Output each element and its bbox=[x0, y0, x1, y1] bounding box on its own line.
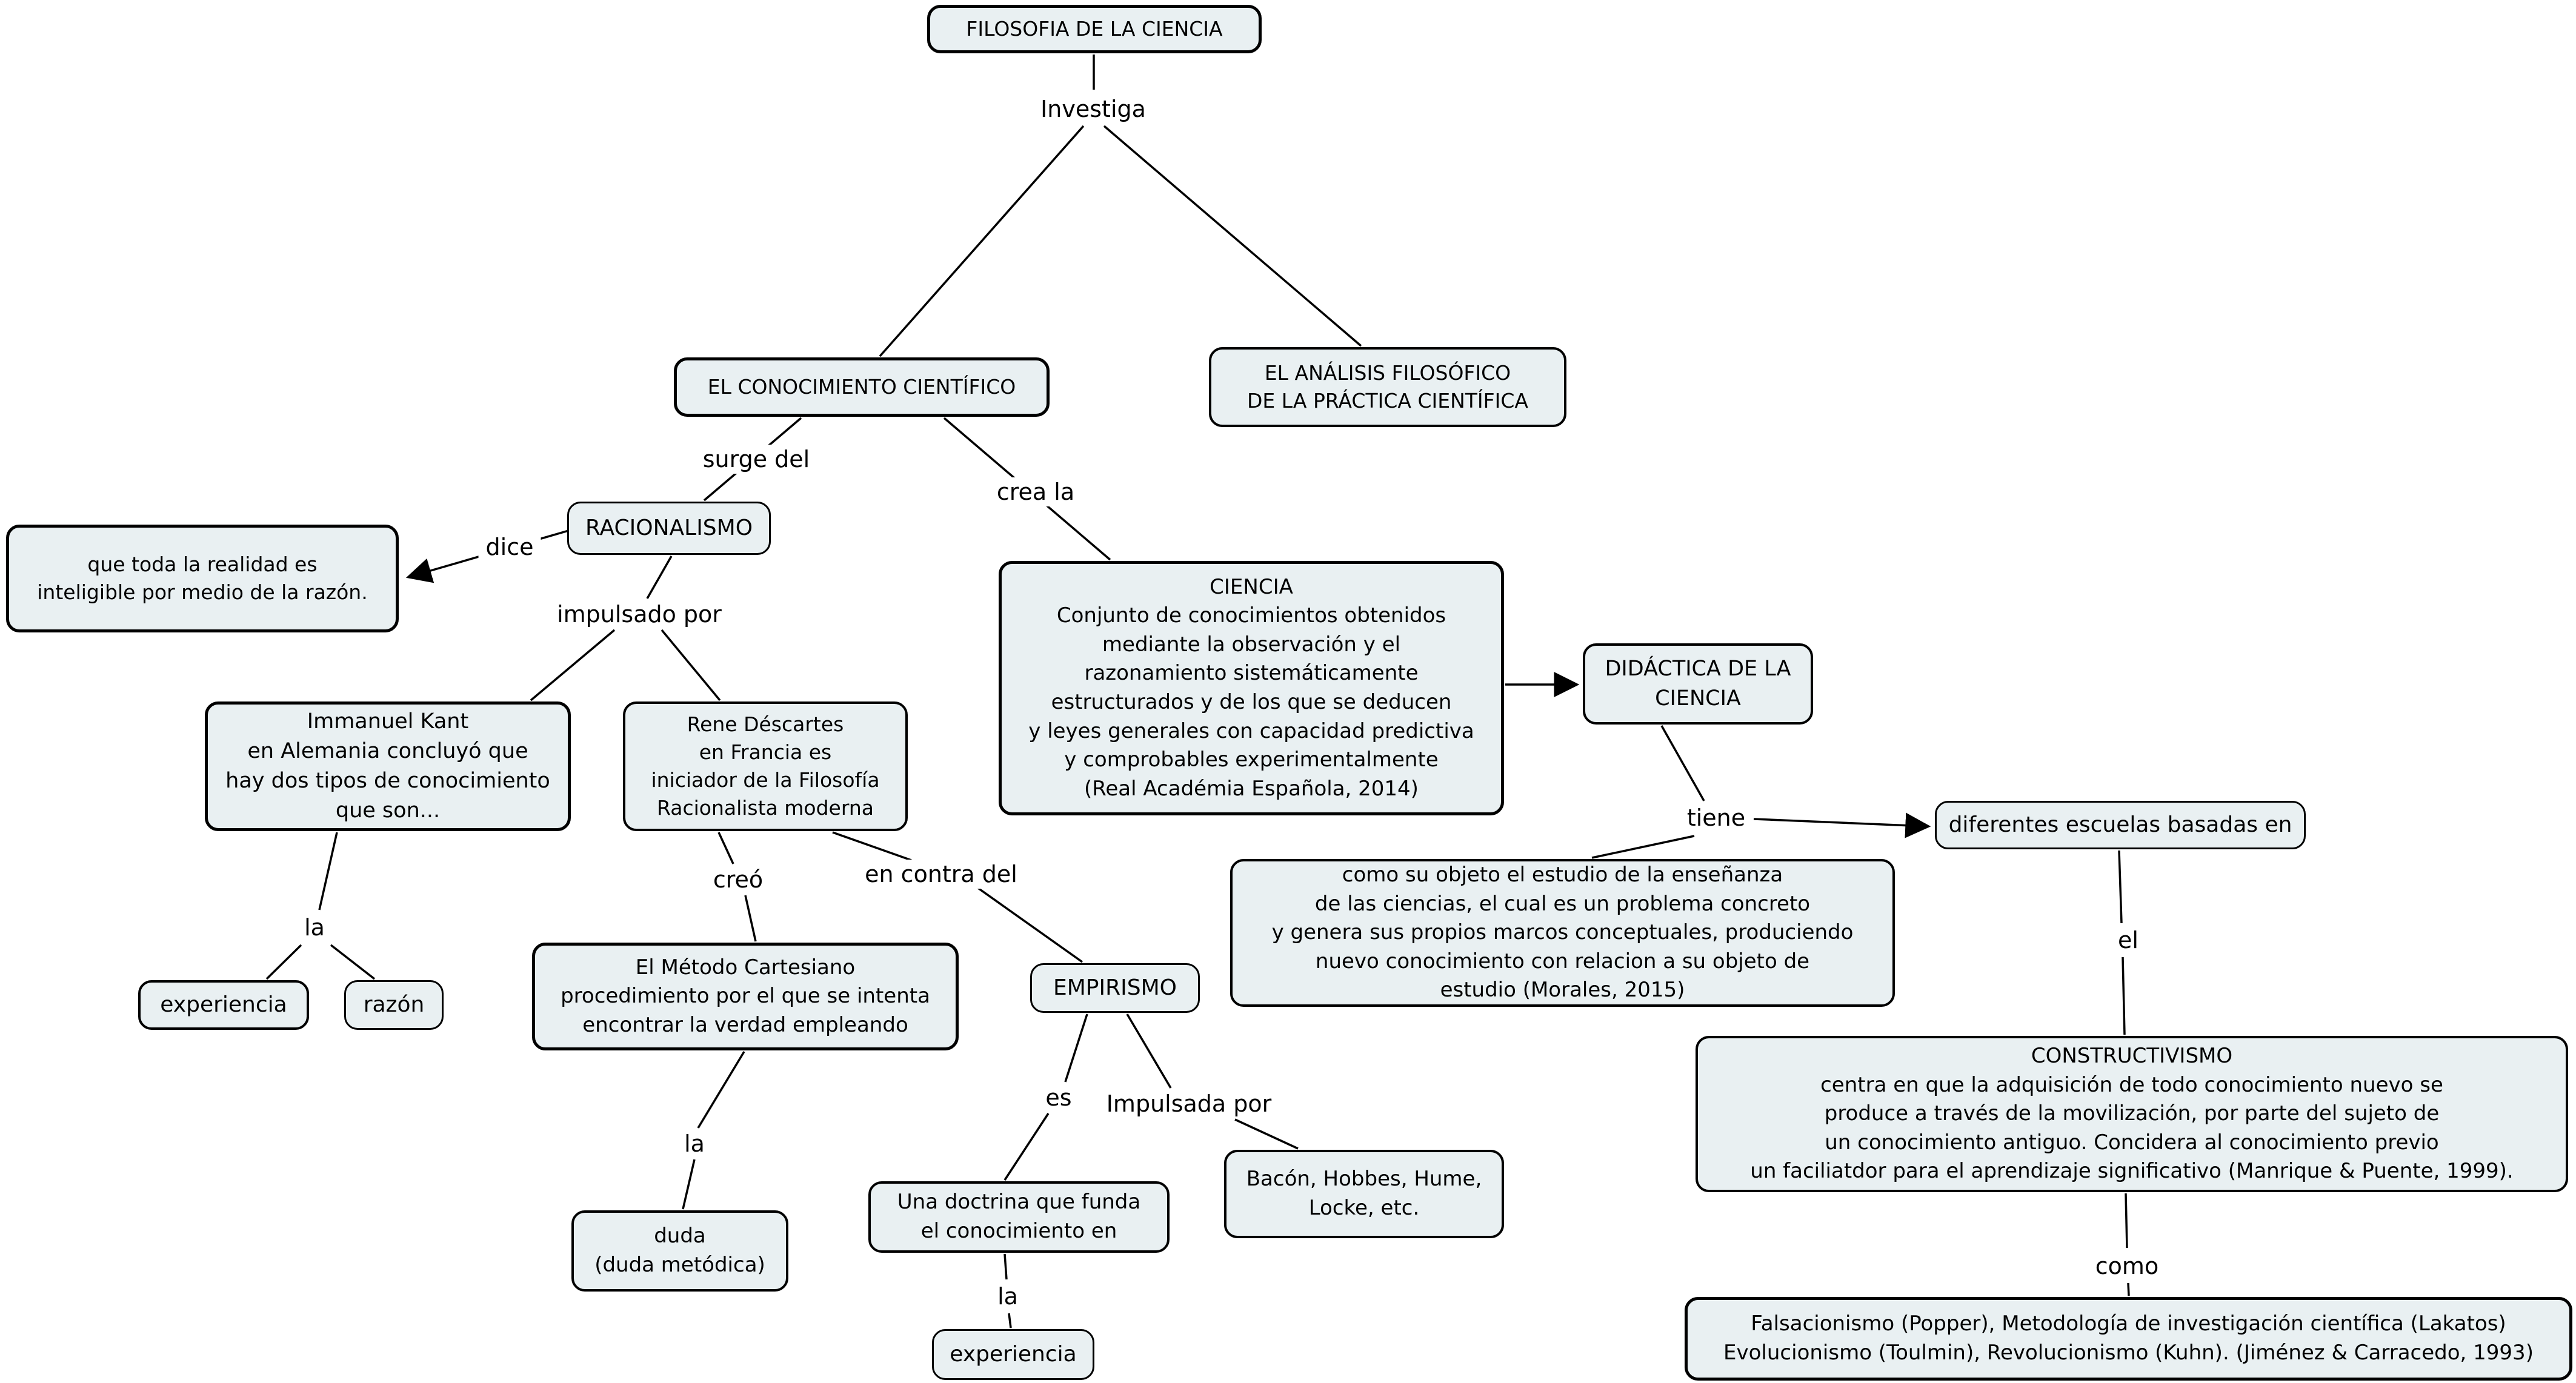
concept-node-analisis-filosofico-line-0: EL ANÁLISIS FILOSÓFICO bbox=[1264, 360, 1511, 385]
edge-la-1--razon bbox=[331, 945, 374, 979]
edge-tiene--objeto-de-estudio bbox=[1592, 836, 1694, 858]
concept-node-bacon-hobbes-hume-locke-line-1: Locke, etc. bbox=[1308, 1196, 1420, 1220]
edge-creo--metodo-cartesiano bbox=[745, 895, 756, 941]
concept-node-diferentes-escuelas-line-0: diferentes escuelas basadas en bbox=[1948, 812, 2292, 837]
link-label-investiga: Investiga bbox=[1033, 95, 1153, 124]
edge-en-contra-del--empirismo bbox=[978, 888, 1082, 962]
concept-node-que-toda-la-realidad bbox=[6, 525, 399, 632]
concept-node-duda-line-0: duda bbox=[654, 1224, 706, 1249]
concept-node-empirismo bbox=[1030, 963, 1200, 1013]
concept-node-constructivismo-line-2: produce a través de la movilización, por parte del sujeto de bbox=[1824, 1101, 2440, 1126]
link-label-el: el bbox=[2111, 926, 2146, 955]
link-label-dice: dice bbox=[479, 532, 541, 562]
concept-node-ciencia-line-6: y comprobables experimentalmente bbox=[1064, 748, 1439, 772]
concept-node-didactica-de-la-ciencia-line-0: DIDÁCTICA DE LA bbox=[1605, 657, 1791, 681]
concept-node-experiencia-abajo bbox=[932, 1329, 1094, 1380]
edge-empirismo--es bbox=[1065, 1014, 1087, 1082]
concept-node-rene-descartes-line-2: iniciador de la Filosofía bbox=[651, 768, 880, 792]
edge-tiene--diferentes-escuelas bbox=[1754, 819, 1927, 826]
edge-rene-descartes--creo bbox=[719, 832, 733, 864]
concept-node-constructivismo-line-0: CONSTRUCTIVISMO bbox=[2031, 1044, 2233, 1069]
concept-node-filosofia-de-la-ciencia-line-0: FILOSOFIA DE LA CIENCIA bbox=[966, 16, 1223, 41]
concept-node-analisis-filosofico bbox=[1209, 347, 1566, 427]
edge-didactica-de-la-ciencia--tiene bbox=[1662, 726, 1704, 801]
edge-investiga--el-conocimiento-cientifico bbox=[880, 126, 1083, 356]
concept-node-immanuel-kant-line-1: en Alemania concluyó que bbox=[247, 739, 528, 763]
concept-node-diferentes-escuelas bbox=[1935, 801, 2306, 849]
concept-node-objeto-de-estudio-line-1: de las ciencias, el cual es un problema concreto bbox=[1314, 891, 1811, 916]
concept-node-constructivismo-line-1: centra en que la adquisición de todo conocimiento nuevo se bbox=[1820, 1072, 2443, 1097]
link-label-la-2: la bbox=[677, 1129, 712, 1158]
link-label-en-contra-del: en contra del bbox=[857, 860, 1025, 889]
concept-node-el-conocimiento-cientifico bbox=[674, 357, 1050, 417]
concept-node-objeto-de-estudio-line-2: y genera sus propios marcos conceptuales, produciendo bbox=[1271, 920, 1854, 945]
concept-node-objeto-de-estudio bbox=[1230, 859, 1895, 1007]
concept-node-immanuel-kant-line-2: hay dos tipos de conocimiento bbox=[225, 769, 550, 793]
edge-empirismo--impulsada-por bbox=[1127, 1014, 1171, 1088]
concept-node-duda bbox=[571, 1210, 788, 1292]
edge-investiga--analisis-filosofico bbox=[1104, 126, 1361, 346]
concept-node-metodo-cartesiano-line-1: procedimiento por el que se intenta bbox=[561, 984, 930, 1009]
concept-node-experiencia-abajo-line-0: experiencia bbox=[950, 1341, 1077, 1367]
concept-node-analisis-filosofico-line-1: DE LA PRÁCTICA CIENTÍFICA bbox=[1246, 389, 1528, 413]
edge-constructivismo--como bbox=[2126, 1193, 2127, 1248]
edge-impulsado-por--rene-descartes bbox=[662, 630, 720, 700]
edge-como--falsacionismo-lista bbox=[2128, 1283, 2129, 1296]
concept-node-falsacionismo-lista-line-0: Falsacionismo (Popper), Metodología de investigación científica (Lakatos) bbox=[1751, 1312, 2506, 1336]
concept-node-una-doctrina bbox=[868, 1181, 1170, 1253]
edge-el--constructivismo bbox=[2123, 957, 2125, 1035]
edge-diferentes-escuelas--el bbox=[2119, 851, 2122, 923]
concept-node-duda-line-1: (duda metódica) bbox=[594, 1253, 765, 1277]
concept-node-ciencia-line-5: y leyes generales con capacidad predictiva bbox=[1028, 718, 1474, 743]
link-label-creo: creó bbox=[706, 865, 770, 894]
link-label-impulsado-por: impulsado por bbox=[550, 600, 729, 629]
concept-node-falsacionismo-lista-line-1: Evolucionismo (Toulmin), Revolucionismo (Kuhn). (Jiménez & Carracedo, 1993) bbox=[1723, 1341, 2534, 1365]
concept-node-racionalismo bbox=[567, 502, 771, 555]
concept-node-objeto-de-estudio-line-0: como su objeto el estudio de la enseñanza bbox=[1342, 863, 1783, 887]
edge-la-2--duda bbox=[683, 1159, 694, 1209]
edge-impulsado-por--immanuel-kant bbox=[531, 630, 614, 700]
concept-node-ciencia bbox=[999, 561, 1504, 815]
concept-node-ciencia-line-3: razonamiento sistemáticamente bbox=[1084, 661, 1419, 686]
concept-node-objeto-de-estudio-line-4: estudio (Morales, 2015) bbox=[1440, 978, 1685, 1003]
concept-node-rene-descartes-line-0: Rene Déscartes bbox=[687, 712, 844, 736]
concept-node-constructivismo-line-4: un faciliatdor para el aprendizaje significativo (Manrique & Puente, 1999). bbox=[1750, 1159, 2514, 1184]
link-label-como: como bbox=[2088, 1252, 2166, 1281]
concept-node-razon bbox=[344, 980, 444, 1030]
link-label-crea-la: crea la bbox=[990, 477, 1082, 506]
link-label-tiene: tiene bbox=[1680, 803, 1752, 832]
concept-node-falsacionismo-lista bbox=[1685, 1297, 2572, 1381]
concept-node-didactica-de-la-ciencia-line-1: CIENCIA bbox=[1655, 686, 1741, 711]
concept-node-ciencia-line-0: CIENCIA bbox=[1210, 574, 1293, 599]
concept-node-bacon-hobbes-hume-locke-line-0: Bacón, Hobbes, Hume, bbox=[1246, 1167, 1482, 1192]
edge-rene-descartes--en-contra-del bbox=[833, 832, 911, 860]
edge-la-3--experiencia-abajo bbox=[1009, 1313, 1011, 1328]
link-label-la-1: la bbox=[297, 913, 332, 942]
edge-racionalismo--impulsado-por bbox=[647, 556, 671, 599]
concept-node-una-doctrina-line-0: Una doctrina que funda bbox=[897, 1190, 1141, 1215]
concept-node-bacon-hobbes-hume-locke bbox=[1224, 1150, 1504, 1238]
concept-node-metodo-cartesiano-line-2: encontrar la verdad empleando bbox=[582, 1012, 908, 1037]
concept-node-que-toda-la-realidad-line-1: inteligible por medio de la razón. bbox=[37, 580, 368, 604]
edge-immanuel-kant--la-1 bbox=[319, 832, 337, 910]
concept-node-ciencia-line-1: Conjunto de conocimientos obtenidos bbox=[1056, 603, 1446, 628]
edge-metodo-cartesiano--la-2 bbox=[698, 1052, 744, 1128]
concept-node-ciencia-line-7: (Real Académia Española, 2014) bbox=[1084, 776, 1419, 801]
concept-node-immanuel-kant-line-0: Immanuel Kant bbox=[307, 709, 469, 734]
concept-node-filosofia-de-la-ciencia bbox=[927, 5, 1262, 53]
concept-node-constructivismo bbox=[1696, 1036, 2568, 1192]
concept-node-ciencia-line-4: estructurados y de los que se deducen bbox=[1051, 690, 1452, 714]
concept-node-immanuel-kant-line-3: que son... bbox=[335, 798, 441, 823]
edge-impulsada-por--bacon-hobbes-hume-locke bbox=[1235, 1119, 1298, 1149]
concept-node-rene-descartes bbox=[623, 701, 908, 831]
link-label-la-3: la bbox=[990, 1282, 1025, 1311]
concept-node-experiencia-izquierda-line-0: experiencia bbox=[160, 992, 287, 1017]
concept-node-ciencia-line-2: mediante la observación y el bbox=[1102, 632, 1401, 657]
concept-node-una-doctrina-line-1: el conocimiento en bbox=[920, 1219, 1117, 1243]
link-label-impulsada-por: Impulsada por bbox=[1099, 1089, 1279, 1118]
concept-node-constructivismo-line-3: un conocimiento antiguo. Concidera al conocimiento previo bbox=[1825, 1130, 2439, 1155]
concept-node-empirismo-line-0: EMPIRISMO bbox=[1053, 975, 1177, 1000]
concept-node-experiencia-izquierda bbox=[138, 980, 309, 1030]
concept-node-didactica-de-la-ciencia bbox=[1583, 643, 1813, 725]
edge-es--una-doctrina bbox=[1005, 1113, 1048, 1180]
edge-la-1--experiencia-izquierda bbox=[267, 945, 301, 979]
concept-node-objeto-de-estudio-line-3: nuevo conocimiento con relacion a su objeto de bbox=[1315, 949, 1810, 973]
concept-node-immanuel-kant bbox=[205, 701, 571, 831]
concept-node-razon-line-0: razón bbox=[363, 992, 425, 1017]
concept-node-que-toda-la-realidad-line-0: que toda la realidad es bbox=[87, 552, 318, 576]
concept-node-metodo-cartesiano-line-0: El Método Cartesiano bbox=[635, 955, 856, 980]
concept-node-racionalismo-line-0: RACIONALISMO bbox=[585, 515, 753, 540]
concept-node-rene-descartes-line-1: en Francia es bbox=[699, 740, 832, 764]
edge-una-doctrina--la-3 bbox=[1005, 1254, 1007, 1279]
concept-node-metodo-cartesiano bbox=[532, 943, 959, 1050]
concept-node-rene-descartes-line-3: Racionalista moderna bbox=[657, 796, 874, 820]
concept-node-el-conocimiento-cientifico-line-0: EL CONOCIMIENTO CIENTÍFICO bbox=[707, 374, 1016, 399]
link-label-es: es bbox=[1038, 1083, 1079, 1112]
link-label-surge-del: surge del bbox=[696, 445, 817, 474]
